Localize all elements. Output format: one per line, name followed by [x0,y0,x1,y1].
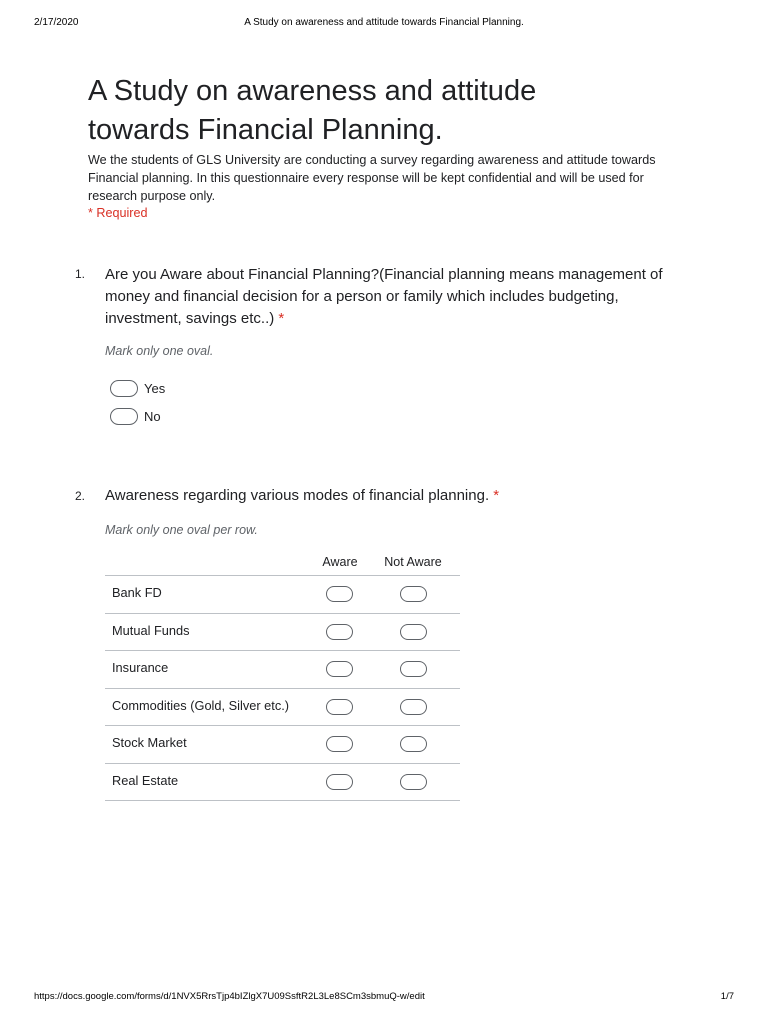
print-footer [34,991,734,1005]
oval-not-aware[interactable] [400,774,427,790]
grid-header-row [105,552,460,576]
question-1-text [105,264,685,330]
row-label: Stock Market [112,735,187,750]
oval-aware[interactable] [326,624,353,640]
oval-aware[interactable] [326,736,353,752]
choice-grid [105,552,460,801]
question-1-required-mark: * [278,310,285,327]
column-header-not-aware: Not Aware [384,555,442,569]
oval-not-aware[interactable] [400,586,427,602]
print-header [34,17,734,31]
print-title: A Study on awareness and attitude towards Financial Planning. [244,17,524,28]
required-note: * Required [88,206,148,220]
question-2-number: 2. [75,489,86,503]
grid-row-mutual-funds [105,614,460,652]
question-1-hint: Mark only one oval. [105,344,214,358]
row-label: Real Estate [112,772,179,788]
form-description: We the students of GLS University are conducting a survey regarding awareness and attitude towards Financial planning. In this questionnaire every response will be kept confidential and will be used for research purpose only. [88,153,656,203]
oval-aware[interactable] [326,699,353,715]
row-label: Mutual Funds [112,622,190,638]
row-label: Commodities (Gold, Silver etc.) [112,697,290,713]
oval-aware[interactable] [326,586,353,602]
row-label: Insurance [112,660,169,675]
option-yes[interactable] [110,380,166,398]
oval-not-aware[interactable] [400,624,427,640]
oval-radio-no[interactable] [110,408,138,425]
oval-aware[interactable] [326,661,353,677]
question-1-number: 1. [75,267,86,281]
page-number: 1/7 [720,991,734,1002]
grid-row-bank-fd [105,576,460,614]
question-2-hint: Mark only one oval per row. [105,523,258,537]
oval-aware[interactable] [326,774,353,790]
grid-row-insurance [105,651,460,689]
row-label: Bank FD [112,585,162,600]
form-title-line-2: towards Financial Planning. [88,114,443,146]
oval-not-aware[interactable] [400,699,427,715]
grid-row-commodities [105,689,460,727]
form-title-line-1: A Study on awareness and attitude [88,75,537,107]
form-title [88,72,688,150]
oval-not-aware[interactable] [400,736,427,752]
oval-not-aware[interactable] [400,661,427,677]
question-1-label: Are you Aware about Financial Planning?(Financial planning means management of money and financial decision for a person or family which includes budgeting, investment, savings etc..) [105,266,663,327]
grid-row-real-estate [105,764,460,802]
column-header-aware: Aware [322,555,358,569]
print-url: https://docs.google.com/forms/d/1NVX5RrsTjp4bIZlgX7U09SsftR2L3Le8SCm3sbmuQ-w/edit [34,991,425,1002]
question-2-text [105,485,685,507]
option-no[interactable] [110,408,161,426]
option-no-label: No [144,409,161,424]
grid-row-stock-market [105,726,460,764]
option-yes-label: Yes [144,381,166,396]
print-date: 2/17/2020 [34,17,79,28]
question-2-required-mark: * [493,487,500,504]
question-2-label: Awareness regarding various modes of financial planning. [105,487,490,504]
oval-radio-yes[interactable] [110,380,138,397]
